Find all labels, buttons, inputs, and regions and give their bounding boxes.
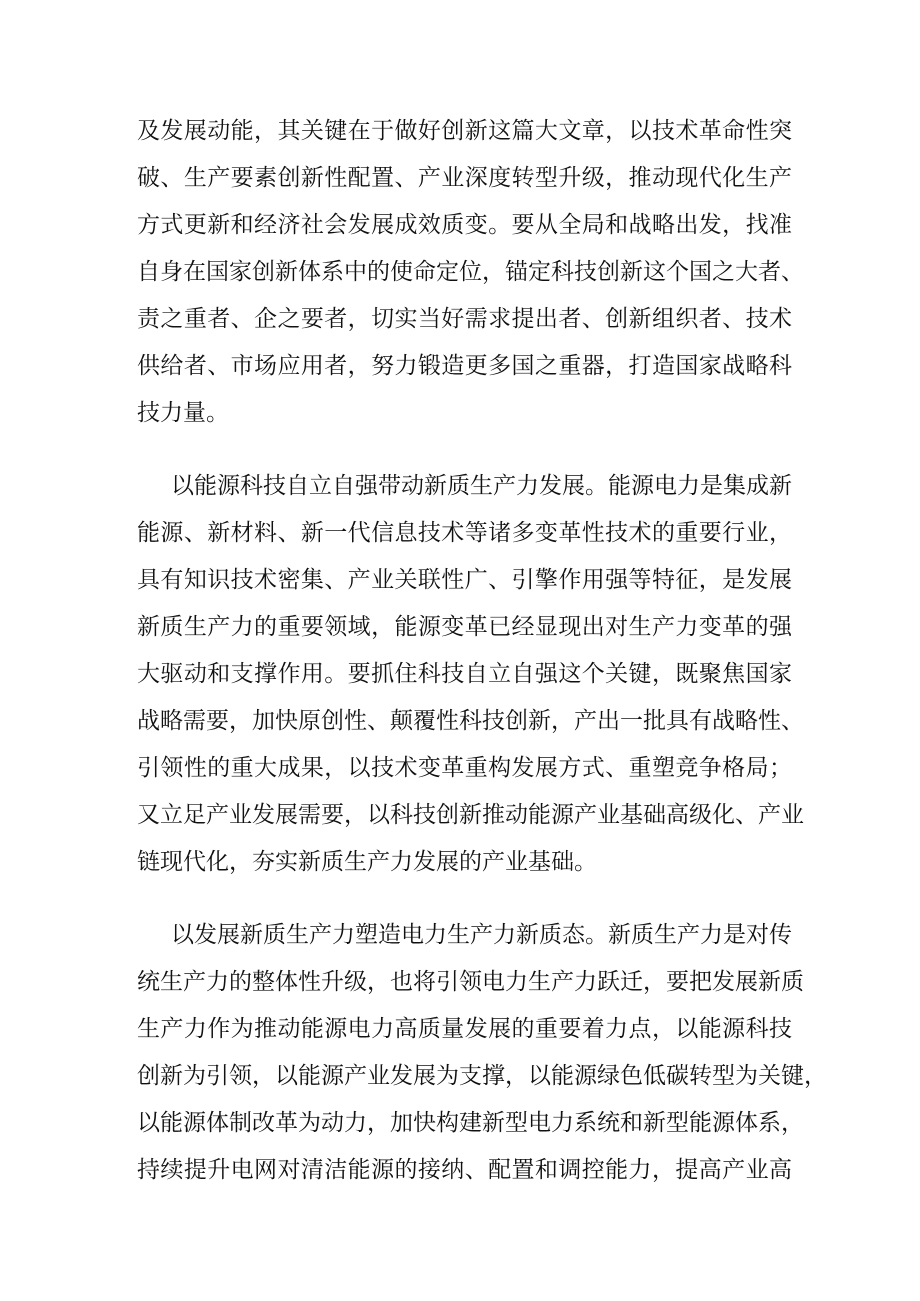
text-line: 新质生产力的重要领域，能源变革已经显现出对生产力变革的强 (137, 614, 792, 640)
document-body (137, 108, 827, 1220)
text-line: 以能源体制改革为动力，加快构建新型电力系统和新型能源体系， (137, 1110, 804, 1136)
text-line: 技力量。 (137, 400, 229, 426)
paragraph-innovation-mission (137, 108, 804, 437)
paragraph-new-quality-productivity (137, 912, 827, 1194)
text-line: 又立足产业发展需要，以科技创新推动能源产业基础高级化、产业 (137, 802, 804, 828)
text-line: 创新为引领，以能源产业发展为支撑，以能源绿色低碳转型为关键， (137, 1063, 827, 1089)
text-line: 方式更新和经济社会发展成效质变。要从全局和战略出发，找准 (137, 212, 792, 238)
text-line: 大驱动和支撑作用。要抓住科技自立自强这个关键，既聚焦国家 (137, 661, 792, 687)
text-line: 破、生产要素创新性配置、产业深度转型升级，推动现代化生产 (137, 165, 792, 191)
text-line: 战略需要，加快原创性、颠覆性科技创新，产出一批具有战略性、 (137, 708, 804, 734)
text-line: 链现代化，夯实新质生产力发展的产业基础。 (137, 849, 597, 875)
text-line: 能源、新材料、新一代信息技术等诸多变革性技术的重要行业， (137, 520, 792, 546)
text-line: 自身在国家创新体系中的使命定位，锚定科技创新这个国之大者、 (137, 259, 804, 285)
text-line: 生产力作为推动能源电力高质量发展的重要着力点，以能源科技 (137, 1016, 792, 1042)
paragraph-energy-tech-self-reliance (137, 463, 804, 886)
text-line: 以能源科技自立自强带动新质生产力发展。能源电力是集成新 (171, 473, 792, 499)
text-line: 持续提升电网对清洁能源的接纳、配置和调控能力，提高产业高 (137, 1157, 792, 1183)
text-line: 引领性的重大成果，以技术变革重构发展方式、重塑竞争格局； (137, 755, 792, 781)
text-line: 责之重者、企之要者，切实当好需求提出者、创新组织者、技术 (137, 306, 792, 332)
text-line: 具有知识技术密集、产业关联性广、引擎作用强等特征，是发展 (137, 567, 792, 593)
text-line: 统生产力的整体性升级，也将引领电力生产力跃迁，要把发展新质 (137, 969, 804, 995)
text-line: 及发展动能，其关键在于做好创新这篇大文章，以技术革命性突 (137, 118, 792, 144)
text-line: 以发展新质生产力塑造电力生产力新质态。新质生产力是对传 (171, 922, 792, 948)
text-line: 供给者、市场应用者，努力锻造更多国之重器，打造国家战略科 (137, 353, 792, 379)
